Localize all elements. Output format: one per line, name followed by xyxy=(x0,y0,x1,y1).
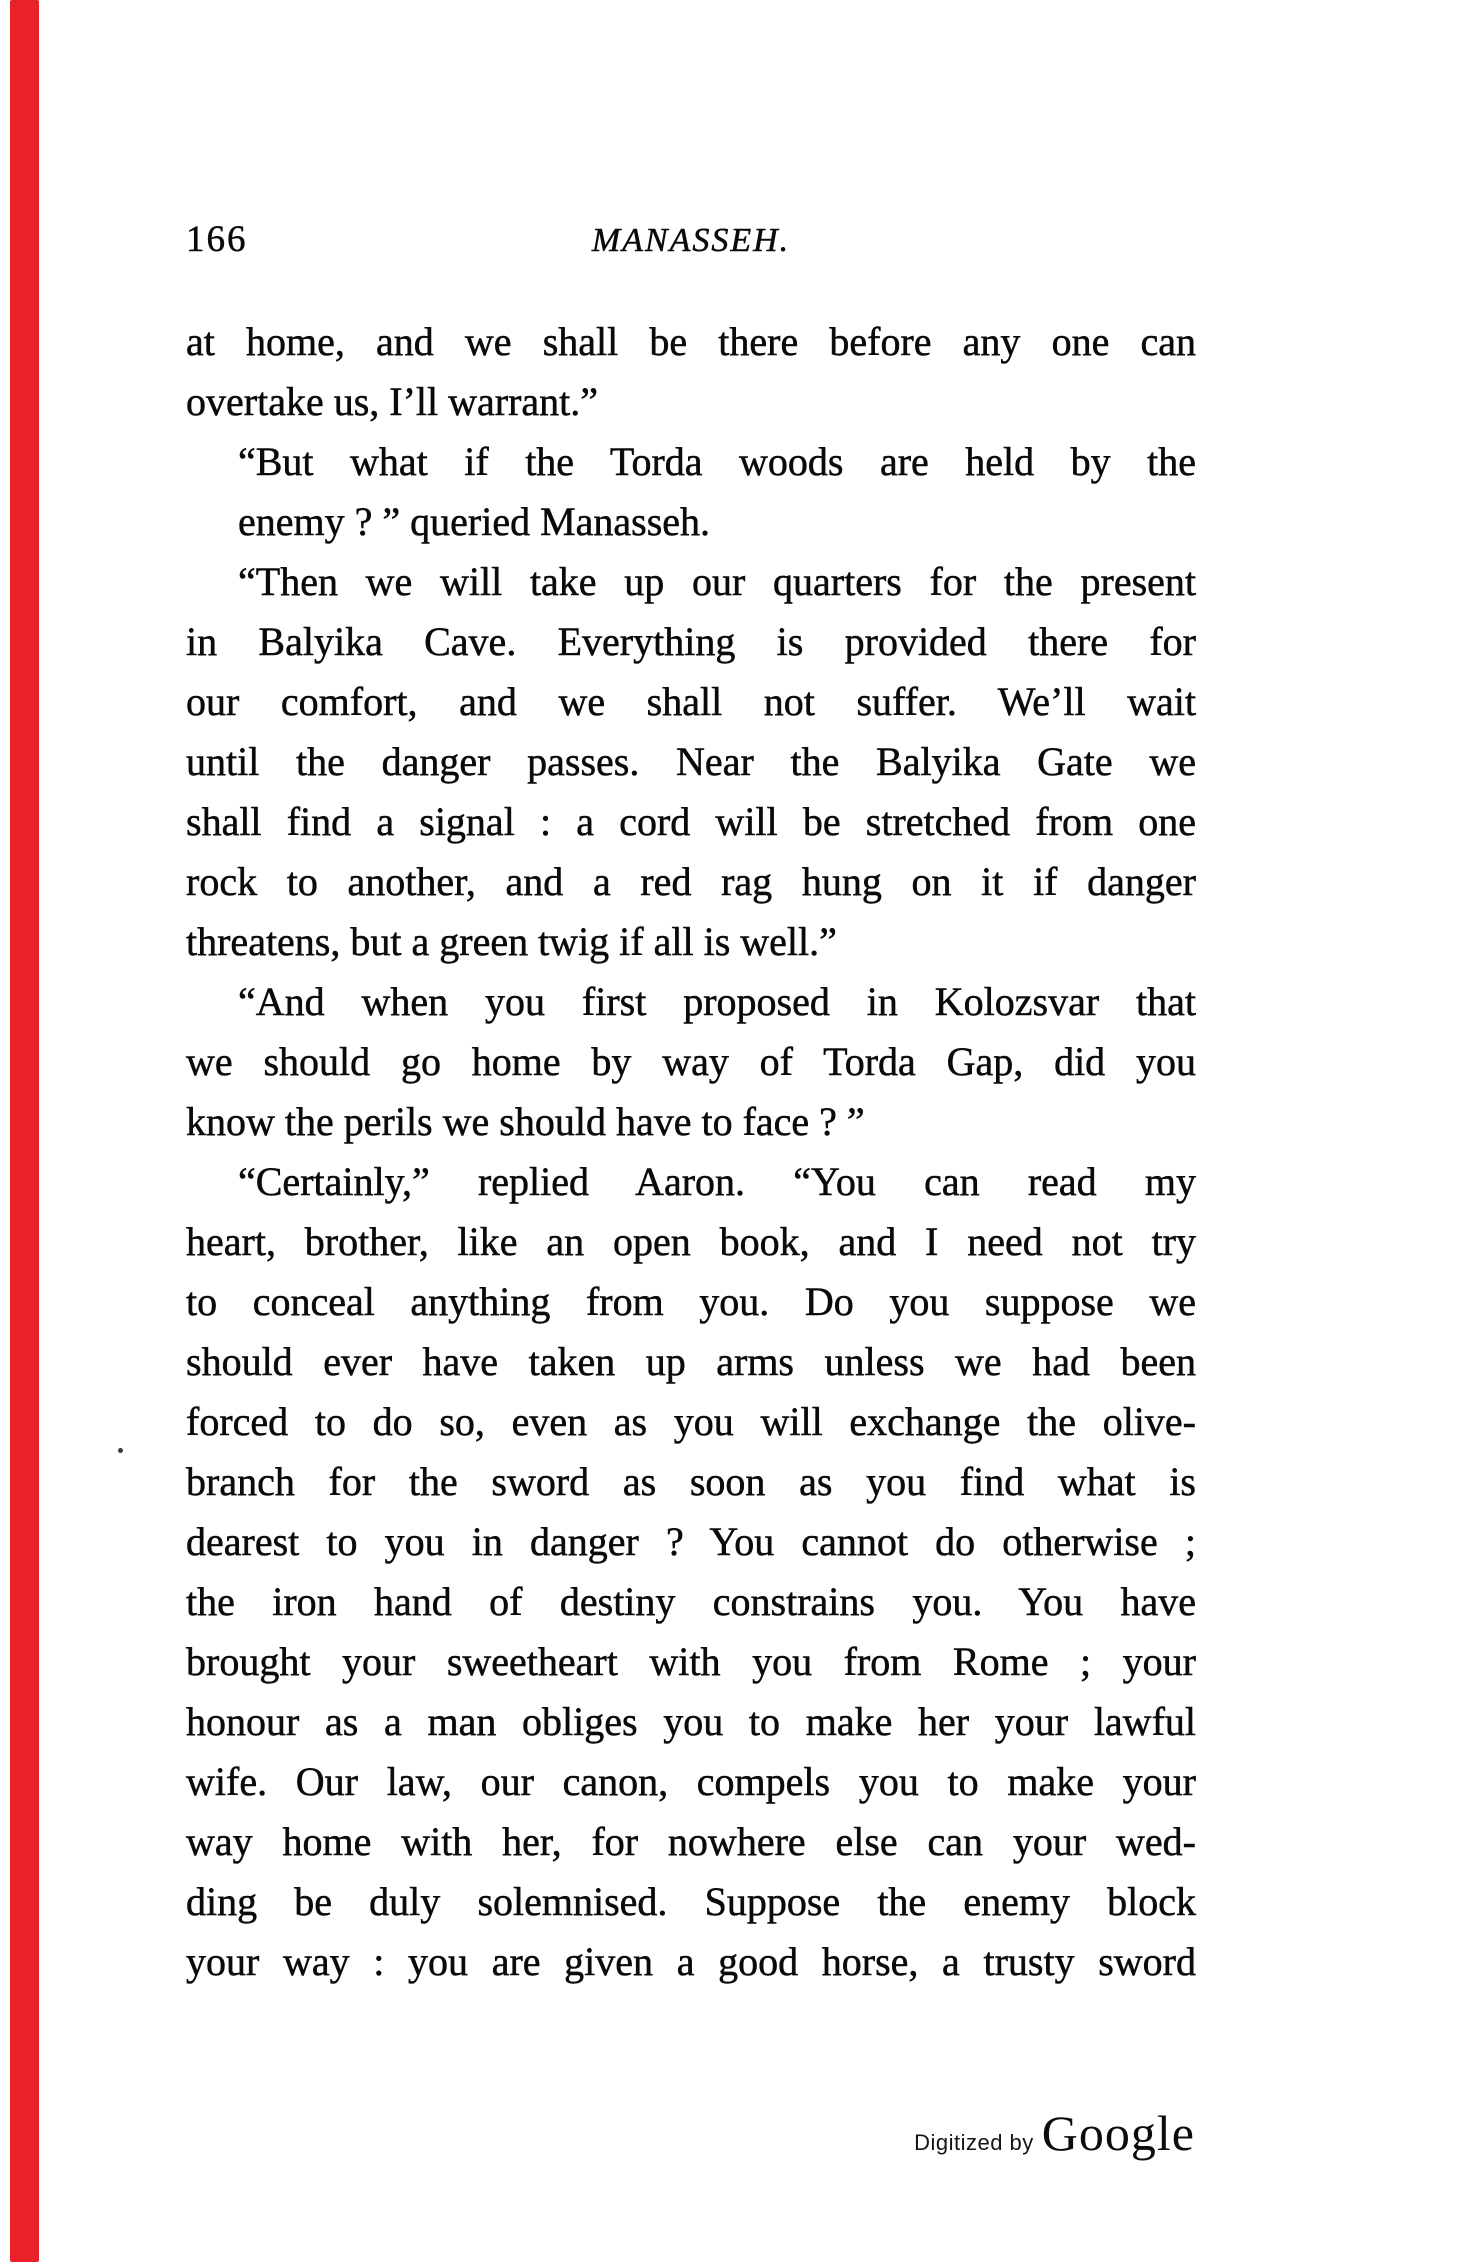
body-line: “Certainly,” replied Aaron. “You can read my xyxy=(238,1159,1196,1204)
body-line: to conceal anything from you. Do you suppose we xyxy=(186,1279,1196,1324)
body-line: heart, brother, like an open book, and I need not try xyxy=(186,1219,1196,1264)
digitized-by-label: Digitized by xyxy=(914,2130,1034,2155)
running-header: MANASSEH. xyxy=(591,222,791,259)
body-line: we should go home by way of Torda Gap, did you xyxy=(186,1039,1196,1084)
body-line: brought your sweetheart with you from Rome ; your xyxy=(186,1639,1196,1684)
page-number: 166 xyxy=(186,219,248,260)
ink-dot-artifact xyxy=(118,1448,123,1453)
body-line: your way : you are given a good horse, a trusty sword xyxy=(186,1939,1196,1984)
body-line: know the perils we should have to face ? ” xyxy=(186,1099,865,1144)
body-line: rock to another, and a red rag hung on it if danger xyxy=(186,859,1196,904)
body-line: wife. Our law, our canon, compels you to make your xyxy=(186,1759,1196,1804)
body-line: enemy ? ” queried Manasseh. xyxy=(238,499,711,544)
body-line: ding be duly solemnised. Suppose the enemy block xyxy=(186,1879,1196,1924)
body-line: “But what if the Torda woods are held by the xyxy=(238,439,1196,484)
body-line: our comfort, and we shall not suffer. We’ll wait xyxy=(186,679,1196,724)
body-line: threatens, but a green twig if all is well.” xyxy=(186,919,837,964)
body-line: branch for the sword as soon as you find what is xyxy=(186,1459,1196,1504)
body-line: overtake us, I’ll warrant.” xyxy=(186,379,599,424)
scan-edge-strip xyxy=(10,0,39,2262)
body-line: the iron hand of destiny constrains you. You have xyxy=(186,1579,1196,1624)
digitization-mark xyxy=(914,2104,1195,2162)
body-line: “Then we will take up our quarters for the present xyxy=(238,559,1196,604)
body-line: forced to do so, even as you will exchange the olive- xyxy=(186,1399,1196,1444)
body-line: way home with her, for nowhere else can your wed- xyxy=(186,1819,1196,1864)
body-line: dearest to you in danger ? You cannot do otherwise ; xyxy=(186,1519,1196,1564)
body-line: at home, and we shall be there before any one can xyxy=(186,319,1196,364)
body-line: “And when you first proposed in Kolozsvar that xyxy=(238,979,1196,1024)
body-line: in Balyika Cave. Everything is provided there for xyxy=(186,619,1196,664)
body-line: shall find a signal : a cord will be stretched from one xyxy=(186,799,1196,844)
body-line: should ever have taken up arms unless we had been xyxy=(186,1339,1196,1384)
body-text-block xyxy=(186,312,1196,1992)
body-line: honour as a man obliges you to make her your lawful xyxy=(186,1699,1196,1744)
google-logo: Google xyxy=(1041,2105,1195,2161)
body-line: until the danger passes. Near the Balyika Gate we xyxy=(186,739,1196,784)
